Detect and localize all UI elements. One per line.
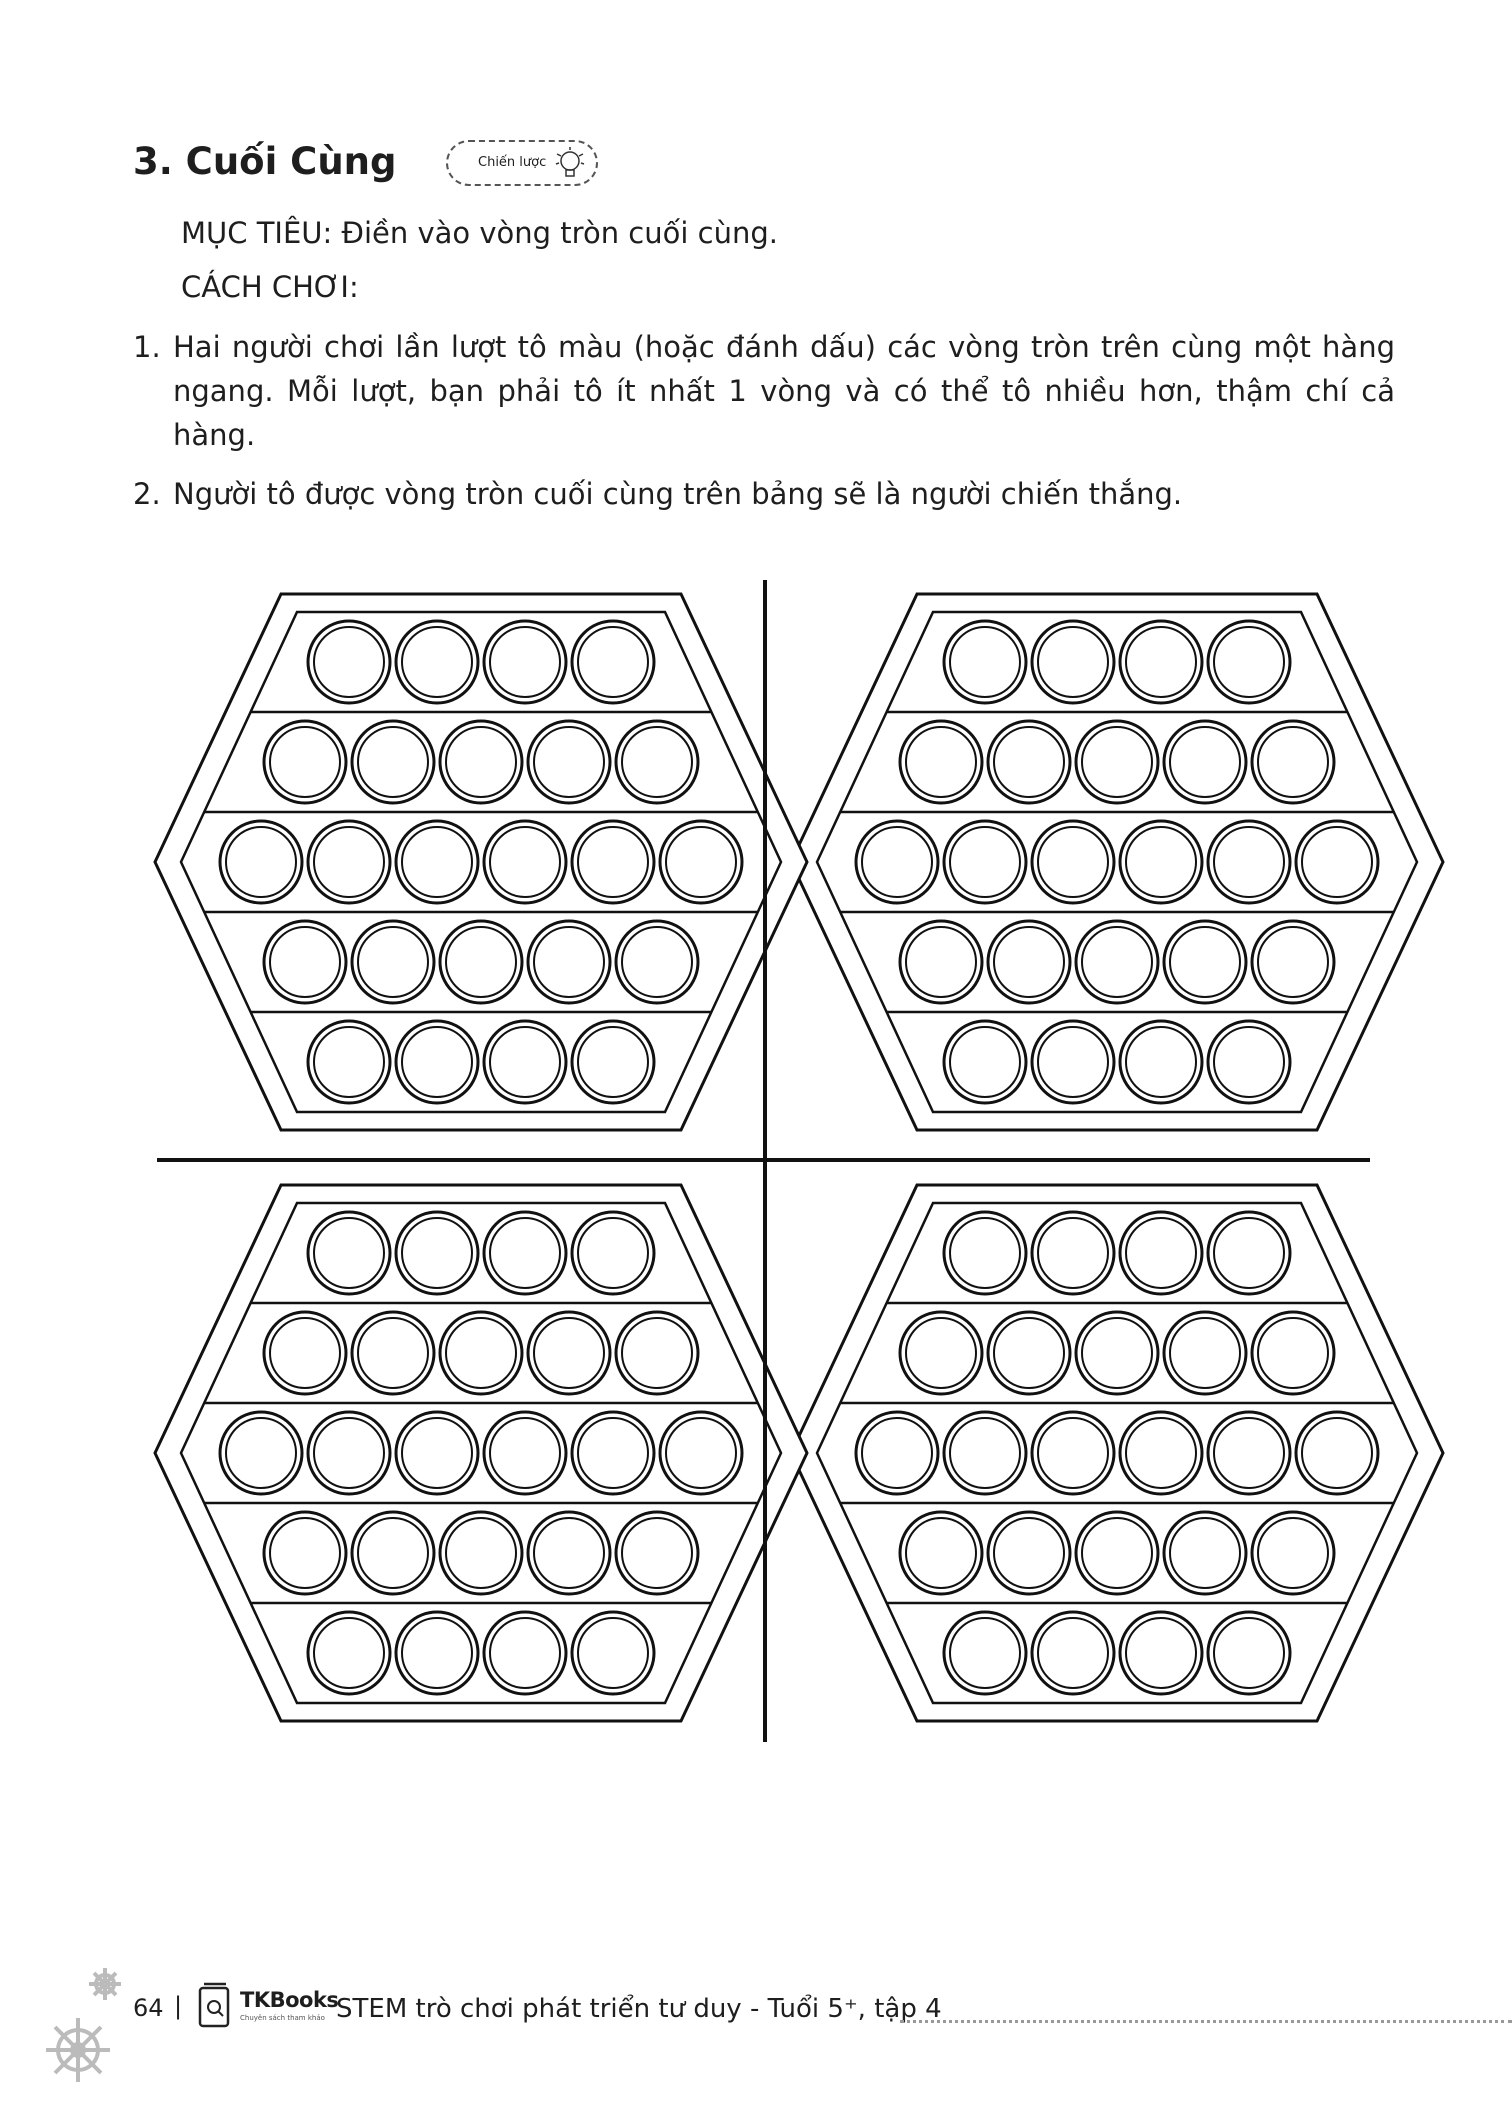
bubble[interactable] xyxy=(616,1312,698,1394)
bubble[interactable] xyxy=(660,821,742,903)
bubble[interactable] xyxy=(1120,621,1202,703)
bubble[interactable] xyxy=(396,1412,478,1494)
bubble[interactable] xyxy=(484,1612,566,1694)
bubble[interactable] xyxy=(220,821,302,903)
bubble[interactable] xyxy=(944,1412,1026,1494)
rule-number: 2. xyxy=(133,477,161,511)
page-number: 64 xyxy=(133,1994,164,2022)
bubble[interactable] xyxy=(264,1312,346,1394)
bubble[interactable] xyxy=(988,1512,1070,1594)
bubble[interactable] xyxy=(1208,1212,1290,1294)
bubble[interactable] xyxy=(900,1512,982,1594)
bubble[interactable] xyxy=(528,921,610,1003)
bubble[interactable] xyxy=(1032,1021,1114,1103)
bubble[interactable] xyxy=(1208,621,1290,703)
bubble[interactable] xyxy=(1296,821,1378,903)
bubble[interactable] xyxy=(572,1612,654,1694)
bubble[interactable] xyxy=(1076,721,1158,803)
bubble[interactable] xyxy=(484,621,566,703)
bubble[interactable] xyxy=(1076,921,1158,1003)
bubble[interactable] xyxy=(1164,721,1246,803)
bubble[interactable] xyxy=(308,621,390,703)
bubble[interactable] xyxy=(440,1512,522,1594)
bubble[interactable] xyxy=(1208,1612,1290,1694)
bubble[interactable] xyxy=(944,1212,1026,1294)
bubble[interactable] xyxy=(1120,1412,1202,1494)
bubble[interactable] xyxy=(1164,1312,1246,1394)
bubble[interactable] xyxy=(1120,1021,1202,1103)
bubble[interactable] xyxy=(944,821,1026,903)
bubble[interactable] xyxy=(900,721,982,803)
hex-board xyxy=(155,1185,807,1721)
bubble[interactable] xyxy=(1032,1212,1114,1294)
book-logo-icon xyxy=(198,1982,232,2030)
bubble[interactable] xyxy=(528,1512,610,1594)
bubble[interactable] xyxy=(616,1512,698,1594)
how-to-play-label: CÁCH CHƠI: xyxy=(181,270,359,304)
bubble[interactable] xyxy=(440,921,522,1003)
bubble[interactable] xyxy=(616,921,698,1003)
bubble[interactable] xyxy=(988,721,1070,803)
bubble[interactable] xyxy=(1252,1312,1334,1394)
bubble[interactable] xyxy=(1076,1312,1158,1394)
bubble[interactable] xyxy=(1296,1412,1378,1494)
bubble[interactable] xyxy=(352,921,434,1003)
bubble[interactable] xyxy=(1076,1512,1158,1594)
bubble[interactable] xyxy=(1032,1612,1114,1694)
bubble[interactable] xyxy=(308,1412,390,1494)
bubble[interactable] xyxy=(528,1312,610,1394)
ship-wheel-icon xyxy=(40,1966,150,2126)
brand-slogan: Chuyên sách tham khảo xyxy=(240,2014,325,2022)
bubble[interactable] xyxy=(1120,1612,1202,1694)
bubble[interactable] xyxy=(944,621,1026,703)
bubble[interactable] xyxy=(856,821,938,903)
bubble[interactable] xyxy=(1032,621,1114,703)
strategy-tag-label: Chiến lược xyxy=(478,155,547,170)
bubble[interactable] xyxy=(944,1021,1026,1103)
hex-board xyxy=(791,1185,1443,1721)
bubble[interactable] xyxy=(308,821,390,903)
bubble[interactable] xyxy=(988,1312,1070,1394)
bubble[interactable] xyxy=(396,821,478,903)
bubble[interactable] xyxy=(440,721,522,803)
bubble[interactable] xyxy=(396,621,478,703)
bubble[interactable] xyxy=(1252,921,1334,1003)
bubble[interactable] xyxy=(1208,1412,1290,1494)
rule-number: 1. xyxy=(133,330,161,364)
bubble[interactable] xyxy=(264,1512,346,1594)
bubble[interactable] xyxy=(900,921,982,1003)
bubble[interactable] xyxy=(396,1612,478,1694)
bubble[interactable] xyxy=(572,1212,654,1294)
bubble[interactable] xyxy=(484,821,566,903)
bubble[interactable] xyxy=(1032,821,1114,903)
bubble[interactable] xyxy=(308,1021,390,1103)
bubble[interactable] xyxy=(1120,1212,1202,1294)
bubble[interactable] xyxy=(988,921,1070,1003)
bubble[interactable] xyxy=(264,721,346,803)
footer-separator: | xyxy=(174,1992,183,2020)
bubble[interactable] xyxy=(572,821,654,903)
bubble[interactable] xyxy=(1032,1412,1114,1494)
bubble[interactable] xyxy=(396,1212,478,1294)
bubble[interactable] xyxy=(1164,1512,1246,1594)
bubble[interactable] xyxy=(308,1612,390,1694)
bubble[interactable] xyxy=(440,1312,522,1394)
dotted-leader xyxy=(900,2020,1512,2023)
bubble[interactable] xyxy=(856,1412,938,1494)
bubble[interactable] xyxy=(528,721,610,803)
bubble[interactable] xyxy=(352,1312,434,1394)
bubble[interactable] xyxy=(484,1412,566,1494)
goal-text: MỤC TIÊU: Điền vào vòng tròn cuối cùng. xyxy=(181,216,778,250)
bubble[interactable] xyxy=(484,1021,566,1103)
bubble[interactable] xyxy=(308,1212,390,1294)
bubble[interactable] xyxy=(396,1021,478,1103)
bubble[interactable] xyxy=(352,721,434,803)
bubble[interactable] xyxy=(1252,1512,1334,1594)
section-title: 3. Cuối Cùng xyxy=(133,140,397,183)
bubble[interactable] xyxy=(660,1412,742,1494)
bubble[interactable] xyxy=(572,1021,654,1103)
rule-text: Người tô được vòng tròn cuối cùng trên bảng sẽ là người chiến thắng. xyxy=(173,477,1183,511)
bubble[interactable] xyxy=(352,1512,434,1594)
bubble[interactable] xyxy=(1120,821,1202,903)
bubble[interactable] xyxy=(616,721,698,803)
rule-text: Hai người chơi lần lượt tô màu (hoặc đánh dấu) các vòng tròn trên cùng một hàng ngang. Mỗi lượt, bạn phải tô ít nhất 1 vòng và có thể tô nhiều hơn, thậm chí cả hàng. xyxy=(173,330,1395,452)
bubble[interactable] xyxy=(1208,821,1290,903)
bubble[interactable] xyxy=(220,1412,302,1494)
book-title: STEM trò chơi phát triển tư duy - Tuổi 5⁺, tập 4 xyxy=(336,1994,942,2024)
bubble[interactable] xyxy=(484,1212,566,1294)
bubble[interactable] xyxy=(264,921,346,1003)
bubble[interactable] xyxy=(1252,721,1334,803)
hex-board xyxy=(791,594,1443,1130)
bubble[interactable] xyxy=(1208,1021,1290,1103)
bubble[interactable] xyxy=(1164,921,1246,1003)
bubble[interactable] xyxy=(572,1412,654,1494)
bubble[interactable] xyxy=(900,1312,982,1394)
brand-name: TKBooks xyxy=(240,1988,339,2012)
bubble[interactable] xyxy=(944,1612,1026,1694)
hex-board xyxy=(155,594,807,1130)
bubble[interactable] xyxy=(572,621,654,703)
page-footer xyxy=(0,1950,1512,2119)
